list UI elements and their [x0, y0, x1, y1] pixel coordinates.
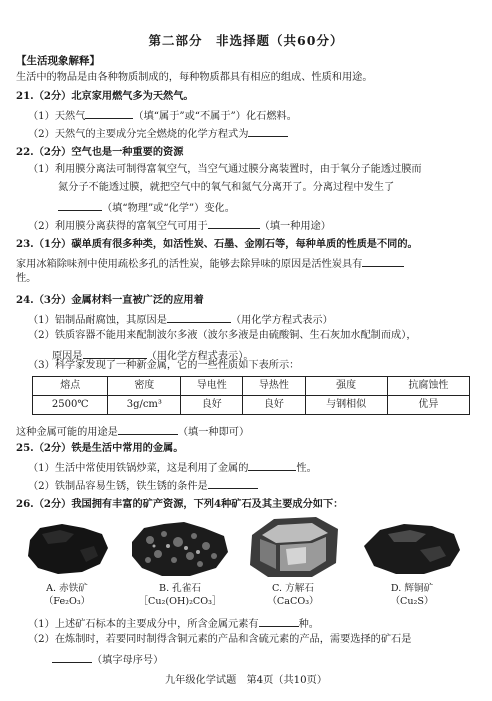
- table-header-cell: 强度: [305, 377, 387, 396]
- answer-blank[interactable]: [259, 616, 299, 627]
- q23-line2: 家用冰箱除味剂中使用疏松多孔的活性炭，能够去除异味的原因是活性炭具有: [16, 256, 404, 272]
- q24-part2-line2: 原因是 （用化学方程式表示）。: [52, 348, 254, 364]
- part-title: 第二部分 非选择题（共60分）: [148, 33, 344, 48]
- q25-part2: （2）铁制品容易生锈，铁生锈的条件是: [28, 478, 258, 494]
- q25-stem: 25.（2分）铁是生活中常用的金属。: [16, 442, 184, 454]
- q23-line3: 性。: [16, 273, 37, 284]
- q24-part2-line1: （2）铁质容器不能用来配制波尔多液（波尔多液是由硫酸铜、生石灰加水配制而成），: [28, 330, 417, 341]
- table-cell: 良好: [243, 396, 305, 415]
- hematite-image: [22, 520, 112, 578]
- q26-part2-line2: （填字母序号）: [52, 652, 163, 668]
- mineral-label-d: D. 辉铜矿 （Cu₂S）: [390, 583, 434, 607]
- page-footer: 九年级化学试题 第4页（共10页）: [164, 675, 328, 686]
- q24-part3: （3）科学家发现了一种新金属，它的一些性质如下表所示：: [28, 360, 300, 371]
- section-label: 【生活现象解释】: [16, 55, 100, 67]
- q26-part1: （1）上述矿石标本的主要成分中，所含金属元素有 种。: [28, 616, 319, 632]
- malachite-image: [128, 518, 232, 580]
- q26-part2-line1: （2）在炼制时，若要同时制得含铜元素的产品和含硫元素的产品，需要选择的矿石是: [28, 634, 412, 645]
- answer-blank[interactable]: [83, 348, 147, 359]
- chalcocite-image: [360, 520, 464, 578]
- q21-part2: （2）天然气的主要成分完全燃烧的化学方程式为: [28, 126, 288, 142]
- mineral-label-c: C. 方解石 （CaCO₃）: [267, 583, 319, 607]
- q24-use: 这种金属可能的用途是 （填一种即可）: [16, 424, 249, 440]
- q22-part1-line2: 氮分子不能透过膜，就把空气中的氧气和氮气分离开了。分离过程中发生了: [58, 182, 395, 193]
- table-cell: 良好: [181, 396, 243, 415]
- table-header-cell: 导电性: [181, 377, 243, 396]
- mineral-label-b: B. 孔雀石 ［Cu₂(OH)₂CO₃］: [138, 583, 222, 607]
- q21-part1: （1）天然气 （填“属于”或“不属于”）化石燃料。: [28, 108, 297, 124]
- q26-stem: 26.（2分）我国拥有丰富的矿产资源，下列4种矿石及其主要成分如下：: [16, 498, 344, 510]
- table-cell: 3g/cm³: [108, 396, 181, 415]
- q22-part1-line3: （填“物理”或“化学”）变化。: [58, 200, 235, 216]
- table-header-cell: 导热性: [243, 377, 305, 396]
- table-row: [33, 396, 470, 415]
- answer-blank[interactable]: [52, 652, 92, 663]
- answer-blank[interactable]: [167, 312, 231, 323]
- q23-line1: 23.（1分）碳单质有很多种类，如活性炭、石墨、金刚石等，每种单质的性质是不同的。: [16, 238, 418, 250]
- table-cell: 2500℃: [33, 396, 108, 415]
- table-cell: 优异: [387, 396, 469, 415]
- table-cell: 与钢相似: [305, 396, 387, 415]
- q22-stem: 22.（2分）空气也是一种重要的资源: [16, 146, 184, 158]
- table-header-cell: 抗腐蚀性: [387, 377, 469, 396]
- answer-blank[interactable]: [362, 256, 404, 267]
- metal-properties-table: [32, 376, 470, 415]
- answer-blank[interactable]: [118, 424, 178, 435]
- answer-blank[interactable]: [248, 126, 288, 137]
- answer-blank[interactable]: [208, 478, 258, 489]
- answer-blank[interactable]: [208, 218, 260, 229]
- intro-text: 生活中的物品是由各种物质制成的，每种物质都具有相应的组成、性质和用途。: [16, 72, 373, 83]
- q25-part1: （1）生活中常使用铁锅炒菜，这是利用了金属的 性。: [28, 460, 317, 476]
- q21-stem: 21.（2分）北京家用燃气多为天然气。: [16, 90, 194, 102]
- table-header-cell: 密度: [108, 377, 181, 396]
- q22-part1-line1: （1）利用膜分离法可制得富氧空气，当空气通过膜分离装置时，由于氧分子能透过膜而: [28, 164, 422, 175]
- table-header-cell: 熔点: [33, 377, 108, 396]
- answer-blank[interactable]: [248, 460, 296, 471]
- mineral-label-a: A. 赤铁矿 （Fe₂O₃）: [43, 583, 91, 607]
- calcite-image: [246, 515, 342, 581]
- q24-stem: 24.（3分）金属材料一直被广泛的应用着: [16, 294, 204, 306]
- table-header-row: [33, 377, 470, 396]
- answer-blank[interactable]: [85, 108, 133, 119]
- q24-part1: （1）铝制品耐腐蚀，其原因是 （用化学方程式表示）: [28, 312, 333, 328]
- q22-part2: （2）利用膜分离获得的富氧空气可用于 （填一种用途）: [28, 218, 331, 234]
- answer-blank[interactable]: [58, 200, 102, 211]
